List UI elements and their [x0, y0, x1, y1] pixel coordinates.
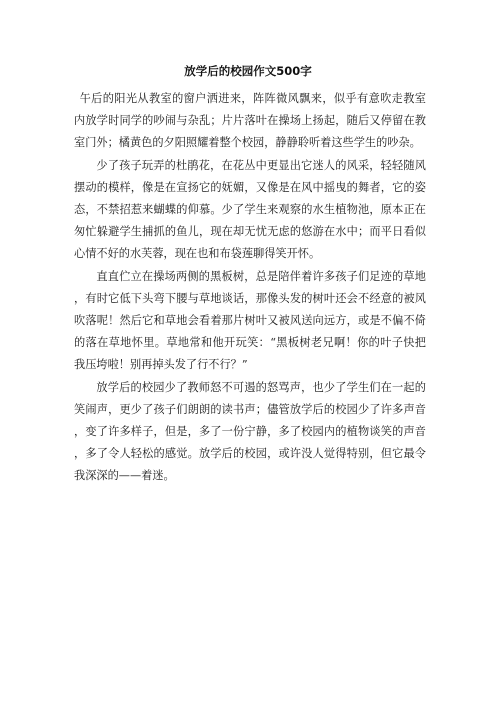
document-body [74, 88, 426, 488]
paragraph-4: 放学后的校园少了教师怒不可遏的怒骂声，也少了学生们在一起的笑闹声，更少了孩子们朗朗的读书声；儘管放学后的校园少了许多声音，变了许多样子，但是，多了一份宁静，多了校园内的植物谈笑的声音，多了令人轻松的感觉。放学后的校园，或许没人觉得特别，但它最令我深深的——着迷。 [74, 380, 426, 483]
paragraph-2: 少了孩子玩弄的杜鹃花，在花丛中更显出它迷人的风采，轻轻随风摆动的模样，像是在宣扬它的妩媚，又像是在风中摇曳的舞者，它的姿态，不禁招惹来蝴蝶的仰慕。少了学生来观察的水生植物池，原本正在匆忙躲避学生捕抓的鱼儿，现在却无忧无虑的悠游在水中；而平日看似心情不好的水芙蓉，现在也和布袋莲聊得笑开怀。 [74, 158, 426, 261]
document-title: 放学后的校园作文500字 [184, 64, 312, 78]
paragraph-1: 午后的阳光从教室的窗户洒进来，阵阵微风飘来，似乎有意吹走教室内放学时同学的吵闹与杂乱；片片落叶在操场上扬起，随后又停留在教室门外；橘黄色的夕阳照耀着整个校园，静静聆听着这些学生的吵杂。 [74, 92, 426, 150]
paragraph-3: 直直伫立在操场两侧的黑板树，总是陪伴着许多孩子们足迹的草地，有时它低下头弯下腰与草地谈话，那像头发的树叶还会不经意的被风吹落呢！然后它和草地会看着那片树叶又被风送向远方，或是不偏不倚的落在草地怀里。草地常和他开玩笑：“黑板树老兄啊！你的叶子快把我压垮啦！别再掉头发了行不行？” [74, 269, 426, 372]
